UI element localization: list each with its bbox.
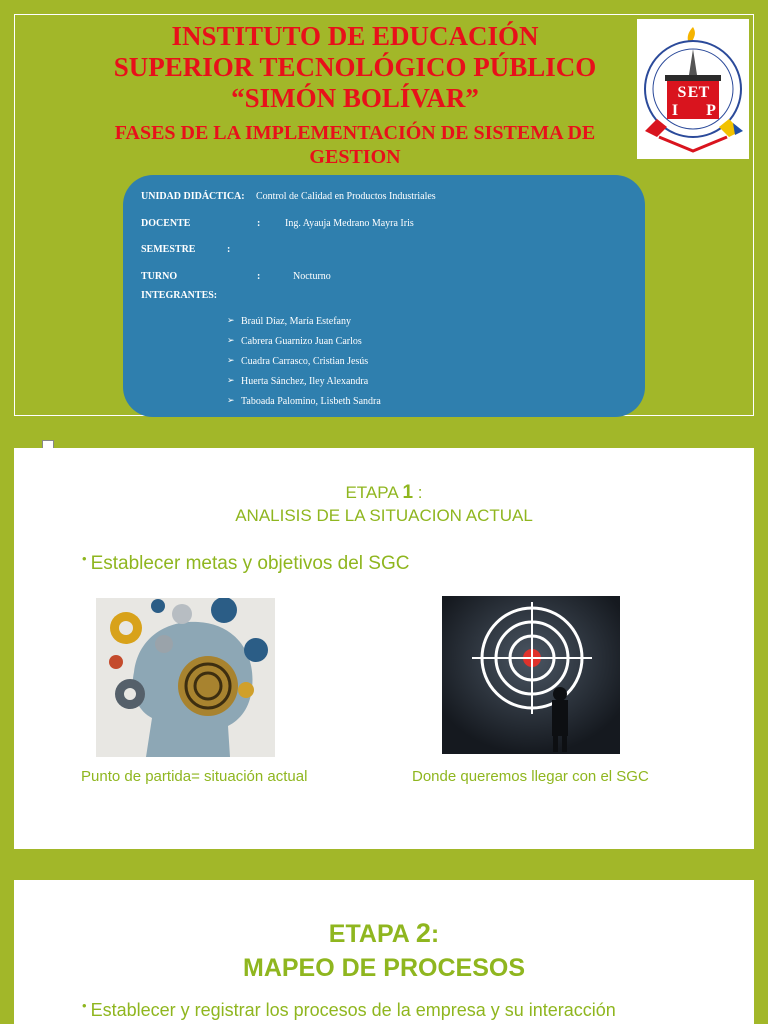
docente-colon: : [257, 218, 261, 229]
member-name: Huerta Sánchez, Iley Alexandra [241, 376, 369, 387]
logo-emblem-icon [637, 19, 749, 159]
etapa-prefix: ETAPA [345, 483, 403, 502]
head-gears-icon [96, 598, 275, 757]
title-line-3: “SIMÓN BOLÍVAR” [231, 83, 479, 113]
arrow-bullet-icon: ➢ [227, 395, 235, 405]
etapa-1-bullet: • Establecer metas y objetivos del SGC [82, 551, 410, 574]
subtitle-line-2: GESTION [309, 146, 401, 168]
institute-title [75, 21, 635, 114]
caption-right: Donde queremos llegar con el SGC [412, 768, 649, 785]
arrow-bullet-icon: ➢ [227, 355, 235, 365]
etapa-2-slide [14, 880, 754, 1024]
etapa-1-title [14, 482, 754, 504]
arrow-bullet-icon: ➢ [227, 315, 235, 325]
etapa-1-heading: ANALISIS DE LA SITUACION ACTUAL [235, 506, 533, 525]
semestre-colon: : [227, 244, 231, 255]
head-gears-image [96, 598, 275, 757]
unidad-value: Control de Calidad en Productos Industriales [256, 191, 436, 202]
member-name: Taboada Palomino, Lisbeth Sandra [241, 396, 381, 407]
member-name: Braúl Díaz, María Estefany [241, 316, 351, 327]
cover-slide [14, 14, 754, 416]
bullet-text: Establecer metas y objetivos del SGC [90, 553, 410, 574]
unidad-label: UNIDAD DIDÁCTICA: [141, 191, 245, 202]
target-image [442, 596, 620, 754]
svg-text:T: T [698, 84, 710, 101]
etapa-suffix: : [413, 483, 423, 502]
etapa-suffix: : [430, 920, 440, 948]
docente-value: Ing. Ayauja Medrano Mayra Iris [285, 218, 414, 229]
subtitle-line-1: FASES DE LA IMPLEMENTACIÓN DE SISTEMA DE [114, 122, 596, 144]
title-line-2: SUPERIOR TECNOLÓGICO PÚBLICO [113, 52, 597, 82]
target-icon [442, 596, 620, 754]
turno-value: Nocturno [293, 271, 331, 282]
integrantes-label: INTEGRANTES: [141, 290, 218, 301]
arrow-bullet-icon: ➢ [227, 375, 235, 385]
bullet-text: Establecer y registrar los procesos de la empresa y su interacción [90, 1000, 616, 1020]
member-name: Cabrera Guarnizo Juan Carlos [241, 336, 362, 347]
institute-logo [637, 19, 749, 159]
etapa-1-slide [14, 448, 754, 849]
title-line-1: INSTITUTO DE EDUCACIÓN [171, 21, 539, 51]
etapa-2-heading: MAPEO DE PROCESOS [243, 954, 525, 982]
etapa-2-bullet: • Establecer y registrar los procesos de la empresa y su interacción [82, 998, 616, 1020]
svg-text:E: E [687, 84, 699, 101]
etapa-number: 1 [402, 482, 414, 503]
caption-left: Punto de partida= situación actual [81, 768, 308, 785]
svg-text:I: I [671, 102, 679, 119]
turno-label: TURNO [141, 271, 178, 282]
turno-colon: : [257, 271, 261, 282]
presentation-subtitle [75, 121, 635, 169]
semestre-label: SEMESTRE [141, 244, 196, 255]
etapa-number: 2 [415, 918, 431, 948]
arrow-bullet-icon: ➢ [227, 335, 235, 345]
docente-label: DOCENTE [141, 218, 191, 229]
svg-text:P: P [706, 102, 716, 119]
member-name: Cuadra Carrasco, Cristian Jesús [241, 356, 369, 367]
etapa-prefix: ETAPA [328, 920, 416, 948]
course-info-panel [123, 175, 645, 417]
etapa-2-title [14, 918, 754, 949]
svg-text:S: S [677, 84, 687, 101]
